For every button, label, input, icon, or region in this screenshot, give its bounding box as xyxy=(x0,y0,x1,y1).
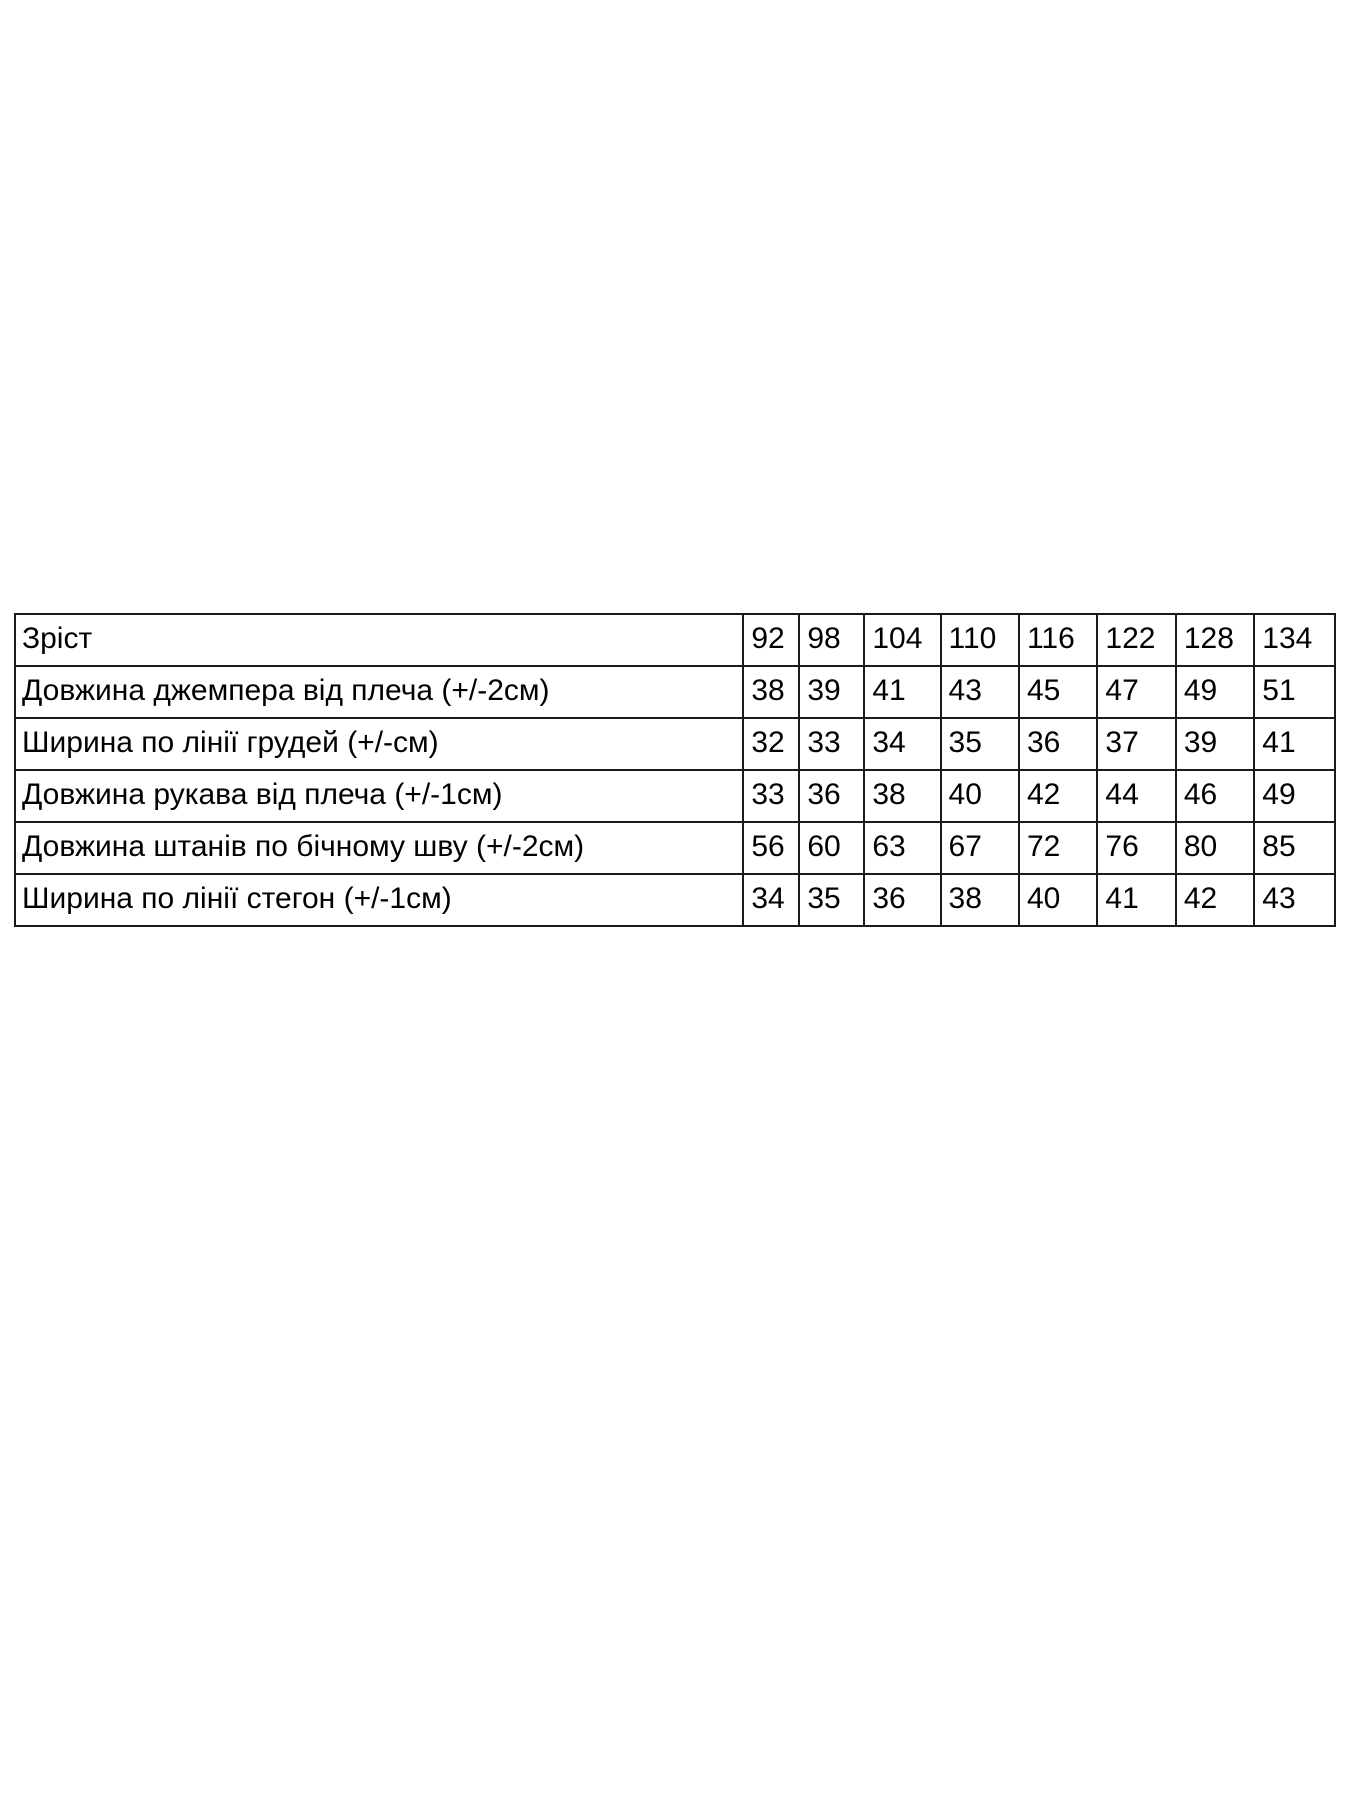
table-row xyxy=(15,666,1335,718)
table-cell: 116 xyxy=(1019,614,1097,666)
table-cell: 47 xyxy=(1097,666,1175,718)
table-cell: 39 xyxy=(799,666,864,718)
size-chart-container xyxy=(14,613,1336,927)
table-cell: 39 xyxy=(1176,718,1254,770)
table-cell: 32 xyxy=(743,718,799,770)
table-cell: 49 xyxy=(1254,770,1335,822)
table-cell: 134 xyxy=(1254,614,1335,666)
table-cell: 40 xyxy=(941,770,1019,822)
table-cell: 72 xyxy=(1019,822,1097,874)
table-cell: 49 xyxy=(1176,666,1254,718)
table-cell: 45 xyxy=(1019,666,1097,718)
row-label: Довжина джемпера від плеча (+/-2см) xyxy=(15,666,743,718)
table-cell: 42 xyxy=(1176,874,1254,926)
row-label: Довжина рукава від плеча (+/-1см) xyxy=(15,770,743,822)
table-cell: 36 xyxy=(1019,718,1097,770)
table-cell: 43 xyxy=(1254,874,1335,926)
table-cell: 76 xyxy=(1097,822,1175,874)
table-cell: 36 xyxy=(864,874,940,926)
table-cell: 104 xyxy=(864,614,940,666)
table-cell: 44 xyxy=(1097,770,1175,822)
table-cell: 37 xyxy=(1097,718,1175,770)
table-cell: 56 xyxy=(743,822,799,874)
table-cell: 33 xyxy=(743,770,799,822)
row-label: Ширина по лінії грудей (+/-см) xyxy=(15,718,743,770)
table-cell: 110 xyxy=(941,614,1019,666)
table-row xyxy=(15,874,1335,926)
table-cell: 122 xyxy=(1097,614,1175,666)
row-label: Зріст xyxy=(15,614,743,666)
table-cell: 92 xyxy=(743,614,799,666)
table-cell: 38 xyxy=(941,874,1019,926)
table-cell: 43 xyxy=(941,666,1019,718)
table-cell: 80 xyxy=(1176,822,1254,874)
table-cell: 34 xyxy=(743,874,799,926)
row-label: Ширина по лінії стегон (+/-1см) xyxy=(15,874,743,926)
table-cell: 46 xyxy=(1176,770,1254,822)
table-cell: 85 xyxy=(1254,822,1335,874)
table-cell: 38 xyxy=(743,666,799,718)
table-cell: 35 xyxy=(941,718,1019,770)
table-row xyxy=(15,614,1335,666)
table-cell: 38 xyxy=(864,770,940,822)
table-cell: 41 xyxy=(1254,718,1335,770)
table-cell: 34 xyxy=(864,718,940,770)
table-cell: 41 xyxy=(864,666,940,718)
table-cell: 51 xyxy=(1254,666,1335,718)
table-cell: 33 xyxy=(799,718,864,770)
row-label: Довжина штанів по бічному шву (+/-2см) xyxy=(15,822,743,874)
table-row xyxy=(15,770,1335,822)
table-cell: 60 xyxy=(799,822,864,874)
table-cell: 98 xyxy=(799,614,864,666)
table-row xyxy=(15,718,1335,770)
table-cell: 41 xyxy=(1097,874,1175,926)
table-cell: 36 xyxy=(799,770,864,822)
table-cell: 42 xyxy=(1019,770,1097,822)
table-cell: 63 xyxy=(864,822,940,874)
table-cell: 40 xyxy=(1019,874,1097,926)
table-cell: 128 xyxy=(1176,614,1254,666)
table-cell: 35 xyxy=(799,874,864,926)
size-chart-table xyxy=(14,613,1336,927)
table-row xyxy=(15,822,1335,874)
table-cell: 67 xyxy=(941,822,1019,874)
